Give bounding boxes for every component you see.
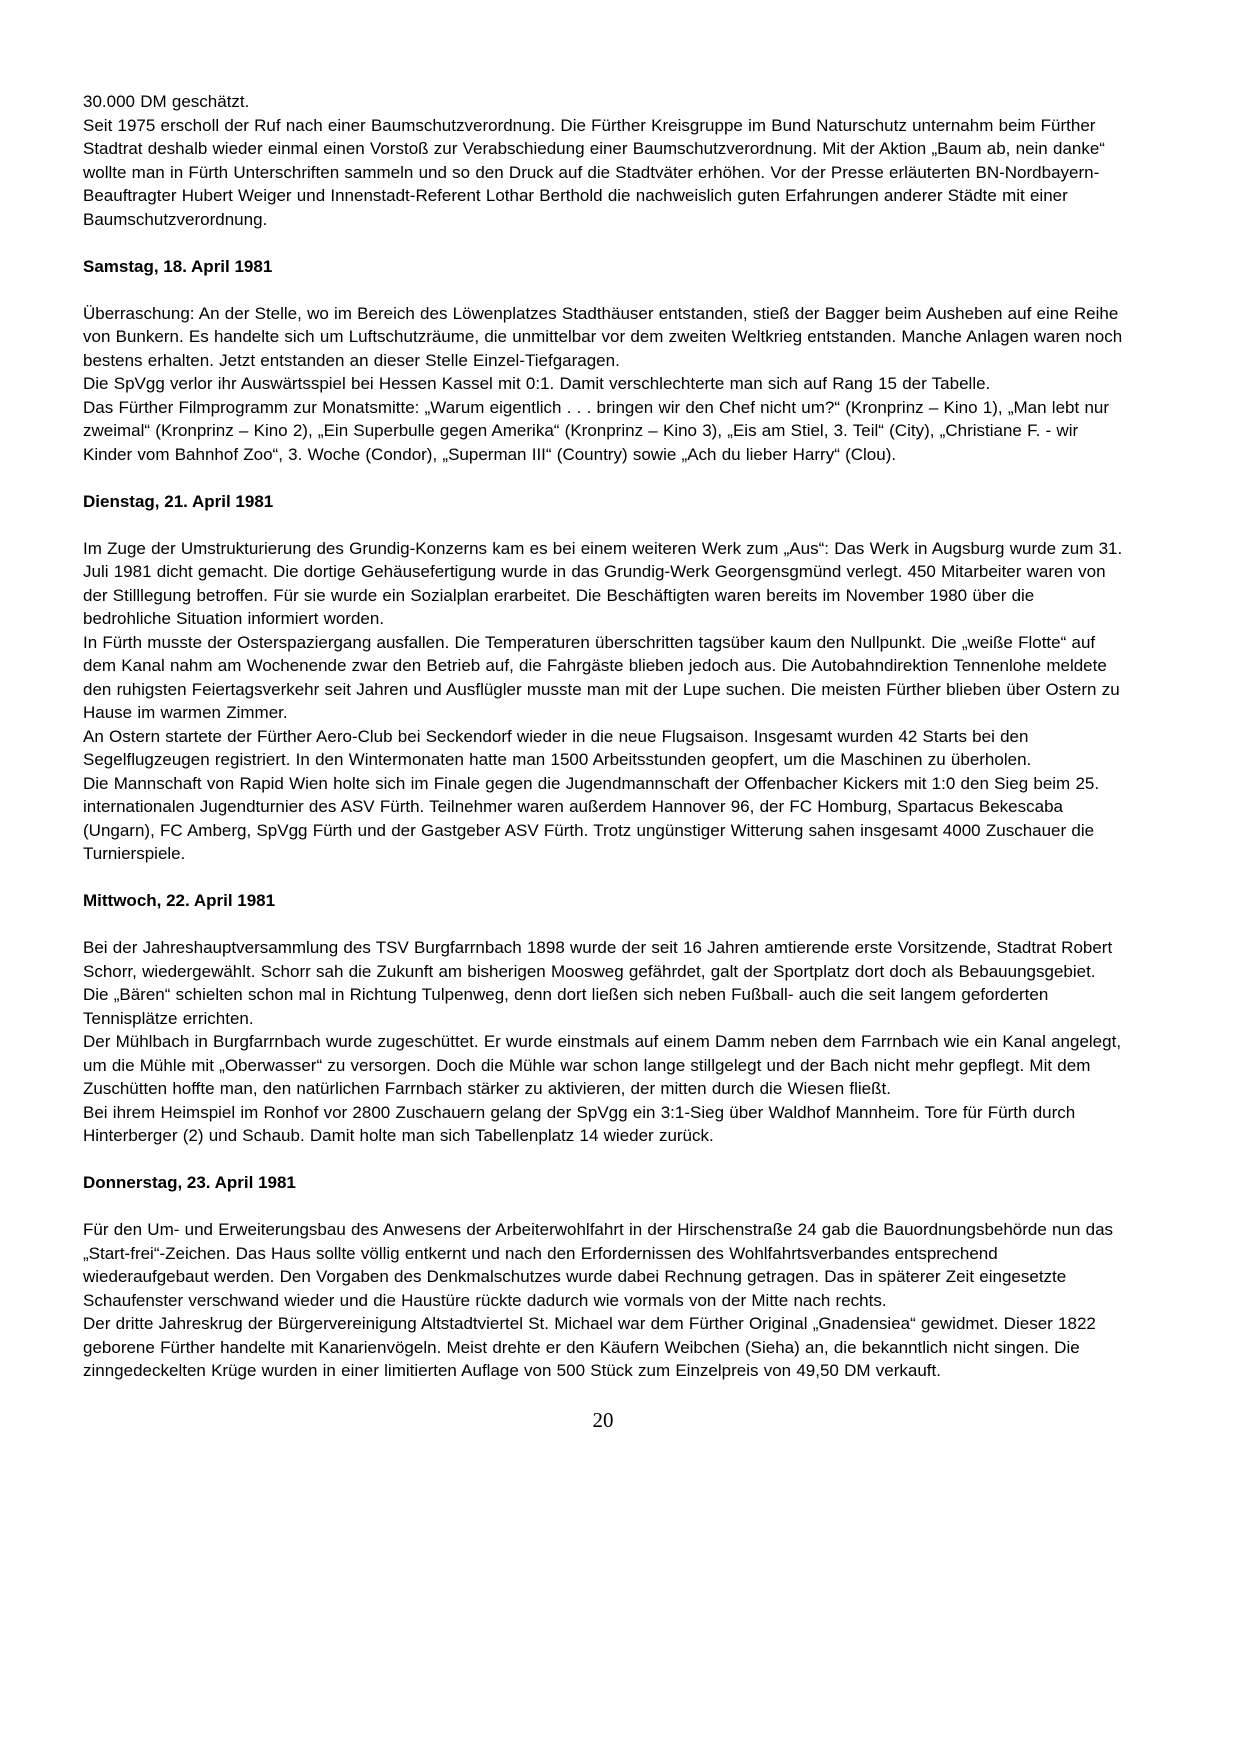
paragraph: Bei der Jahreshauptversammlung des TSV Burgfarrnbach 1898 wurde der seit 16 Jahren amtierende erste Vorsitzende, Stadtrat Robert Schorr, wiedergewählt. Schorr sah die Zukunft am bisherigen Moosweg gefährdet, galt der Sportplatz dort doch als Bebauungsgebiet. Die „Bären“ schielten schon mal in Richtung Tulpenweg, denn dort ließen sich neben Fußball- auch die seit langem geforderten Tennisplätze errichten. (83, 938, 1113, 1028)
paragraph: In Fürth musste der Osterspaziergang ausfallen. Die Temperaturen überschritten tagsüber kaum den Nullpunkt. Die „weiße Flotte“ auf dem Kanal nahm am Wochenende zwar den Betrieb auf, die Fahrgäste blieben jedoch aus. Die Autobahndirektion Tennenlohe meldete den ruhigsten Feiertagsverkehr seit Jahren und Ausflügler musste man mit der Lupe suchen. Die meisten Fürther blieben über Ostern zu Hause im warmen Zimmer. (83, 632, 1120, 722)
paragraph: Seit 1975 erscholl der Ruf nach einer Baumschutzverordnung. Die Fürther Kreisgruppe im Bund Naturschutz unternahm beim Fürther Stadtrat deshalb wieder einmal einen Vorstoß zur Verabschiedung einer Baumschutzverordnung. Mit der Aktion „Baum ab, nein danke“ wollte man in Fürth Unterschriften sammeln und so den Druck auf die Stadtväter erhöhen. Vor der Presse erläuterten BN-Nordbayern-Beauftragter Hubert Weiger und Innenstadt-Referent Lothar Berthold die nachweislich guten Erfahrungen anderer Städte mit einer Baumschutzverordnung. (83, 115, 1105, 229)
paragraph: Die SpVgg verlor ihr Auswärtsspiel bei Hessen Kassel mit 0:1. Damit verschlechterte man sich auf Rang 15 der Tabelle. (83, 374, 991, 393)
page-number: 20 (592, 1407, 614, 1432)
section-heading: Donnerstag, 23. April 1981 (83, 1173, 296, 1192)
paragraph: Die Mannschaft von Rapid Wien holte sich im Finale gegen die Jugendmannschaft der Offenbacher Kickers mit 1:0 den Sieg beim 25. internationalen Jugendturnier des ASV Fürth. Teilnehmer waren außerdem Hannover 96, der FC Homburg, Spartacus Bekescaba (Ungarn), FC Amberg, SpVgg Fürth und der Gastgeber ASV Fürth. Trotz ungünstiger Witterung sahen insgesamt 4000 Zuschauer die Turnierspiele. (83, 773, 1100, 863)
paragraph: Bei ihrem Heimspiel im Ronhof vor 2800 Zuschauern gelang der SpVgg ein 3:1-Sieg über Waldhof Mannheim. Tore für Fürth durch Hinterberger (2) und Schaub. Damit holte man sich Tabellenplatz 14 wieder zurück. (83, 1102, 1076, 1145)
document-content (83, 90, 1123, 1383)
paragraph: Das Fürther Filmprogramm zur Monatsmitte: „Warum eigentlich . . . bringen wir den Chef nicht um?“ (Kronprinz – Kino 1), „Man lebt nur zweimal“ (Kronprinz – Kino 2), „Ein Superbulle gegen Amerika“ (Kronprinz – Kino 3), „Eis am Stiel, 3. Teil“ (City), „Christiane F. - wir Kinder vom Bahnhof Zoo“, 3. Woche (Condor), „Superman III“ (Country) sowie „Ach du lieber Harry“ (Clou). (83, 397, 1110, 464)
paragraph: Überraschung: An der Stelle, wo im Bereich des Löwenplatzes Stadthäuser entstanden, stieß der Bagger beim Ausheben auf eine Reihe von Bunkern. Es handelte sich um Luftschutzräume, die unmittelbar vor dem zweiten Weltkrieg entstanden. Manche Anlagen waren noch bestens erhalten. Jetzt entstanden an dieser Stelle Einzel-Tiefgaragen. (83, 303, 1123, 370)
paragraph: Im Zuge der Umstrukturierung des Grundig-Konzerns kam es bei einem weiteren Werk zum „Aus“: Das Werk in Augsburg wurde zum 31. Juli 1981 dicht gemacht. Die dortige Gehäusefertigung wurde in das Grundig-Werk Georgensgmünd verlegt. 450 Mitarbeiter waren von der Stilllegung betroffen. Für sie wurde ein Sozialplan erarbeitet. Die Beschäftigten waren bereits im November 1980 über die bedrohliche Situation informiert worden. (83, 538, 1123, 628)
section-heading: Mittwoch, 22. April 1981 (83, 891, 276, 910)
paragraph: An Ostern startete der Fürther Aero-Club bei Seckendorf wieder in die neue Flugsaison. Insgesamt wurden 42 Starts bei den Segelflugzeugen registriert. In den Wintermonaten hatte man 1500 Arbeitsstunden geopfert, um die Maschinen zu überholen. (83, 726, 1032, 769)
paragraph: Für den Um- und Erweiterungsbau des Anwesens der Arbeiterwohlfahrt in der Hirschenstraße 24 gab die Bauordnungsbehörde nun das „Start-frei“-Zeichen. Das Haus sollte völlig entkernt und nach den Erfordernissen des Wohlfahrtsverbandes entsprechend wiederaufgebaut werden. Den Vorgaben des Denkmalschutzes wurde dabei Rechnung getragen. Das in späterer Zeit eingesetzte Schaufenster verschwand wieder und die Haustüre rückte dadurch wie vormals von der Mitte nach rechts. (83, 1220, 1114, 1310)
page-footer (83, 1409, 1123, 1434)
paragraph: 30.000 DM geschätzt. (83, 92, 250, 111)
paragraph: Der Mühlbach in Burgfarrnbach wurde zugeschüttet. Er wurde einstmals auf einem Damm neben dem Farrnbach wie ein Kanal angelegt, um die Mühle mit „Oberwasser“ zu versorgen. Doch die Mühle war schon lange stillgelegt und der Bach nicht mehr gepflegt. Mit dem Zuschütten hoffte man, den natürlichen Farrnbach stärker zu aktivieren, der mitten durch die Wiesen fließt. (83, 1032, 1122, 1098)
paragraph: Der dritte Jahreskrug der Bürgervereinigung Altstadtviertel St. Michael war dem Fürther Original „Gnadensiea“ gewidmet. Dieser 1822 geborene Fürther handelte mit Kanarienvögeln. Meist drehte er den Käufern Weibchen (Sieha) an, die bekanntlich nicht singen. Die zinngedeckelten Krüge wurden in einer limitierten Auflage von 500 Stück zum Einzelpreis von 49,50 DM verkauft. (83, 1314, 1096, 1380)
section-heading: Samstag, 18. April 1981 (83, 256, 273, 276)
section-heading: Dienstag, 21. April 1981 (83, 491, 274, 511)
